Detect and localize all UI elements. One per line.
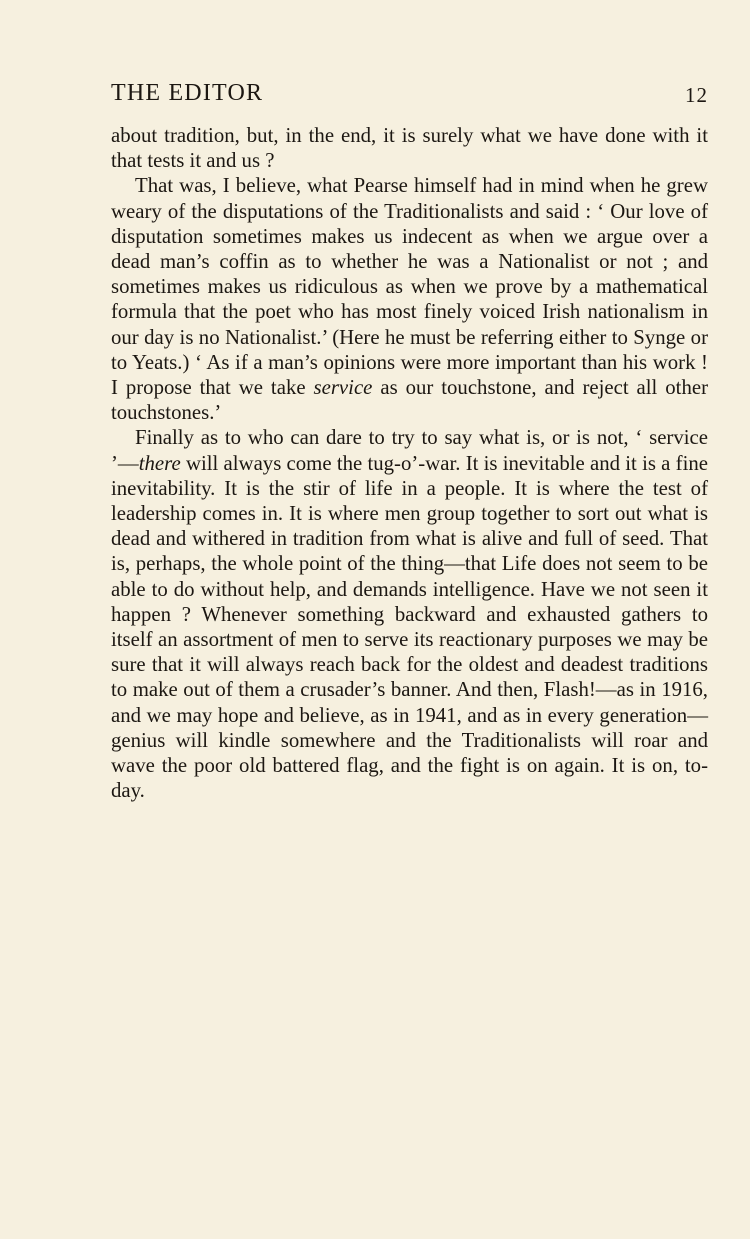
paragraph-2-text-b: as our touchstone, and reject all other touchstones.’ (111, 376, 708, 425)
paragraph-1 (111, 123, 708, 173)
running-head: THE EDITOR (111, 80, 264, 106)
paragraph-3-text-b: will always come the tug-o’-war. It is inevitable and it is a fine inevitability. It is the stir of life in a people. It is where the test of leadership comes in. It is where men group together to sort out what is dead and withered in tradition from what is alive and full of seed. That is, perhaps, the whole point of the thing—that Life does not seem to be able to do without help, and demands intelligence. Have we not seen it happen ? Whenever something backward and exhausted gathers to itself an assortment of men to serve its reactionary purposes we may be sure that it will always reach back for the oldest and deadest traditions to make out of them a crusader’s banner. And then, Flash!—as in 1916, and we may hope and believe, as in 1941, and as in every generation—genius will kindle somewhere and the Traditionalists will roar and wave the poor old battered flag, and the fight is on again. It is on, to-day. (111, 451, 708, 803)
paragraph-2 (111, 173, 708, 425)
paragraph-2-text-a: That was, I believe, what Pearse himself had in mind when he grew weary of the disputations of the Traditionalists and said : ‘ Our love of disputation sometimes makes us indecent as when we argue over a dead man’s coffin as to whether he was a Nationalist or not ; and sometimes makes us ridiculous as when we prove by a mathematical formula that the poet who has most finely voiced Irish nationalism in our day is no Nationalist.’ (Here he must be referring either to Synge or to Yeats.) ‘ As if a man’s opinions were more important than his work ! I propose that we take (111, 174, 708, 400)
paragraph-2-italic: service (313, 376, 373, 400)
paragraph-3 (111, 425, 708, 803)
paragraph-3-text-a: Finally as to who can dare to try to say what is, or is not, ‘ service ’— (111, 426, 708, 475)
paragraph-1-text: about tradition, but, in the end, it is surely what we have done with it that tests it and us ? (111, 124, 708, 173)
page-number: 12 (685, 83, 708, 107)
paragraph-3-italic: there (138, 451, 181, 475)
body-text (111, 123, 708, 803)
page-header (111, 80, 708, 110)
